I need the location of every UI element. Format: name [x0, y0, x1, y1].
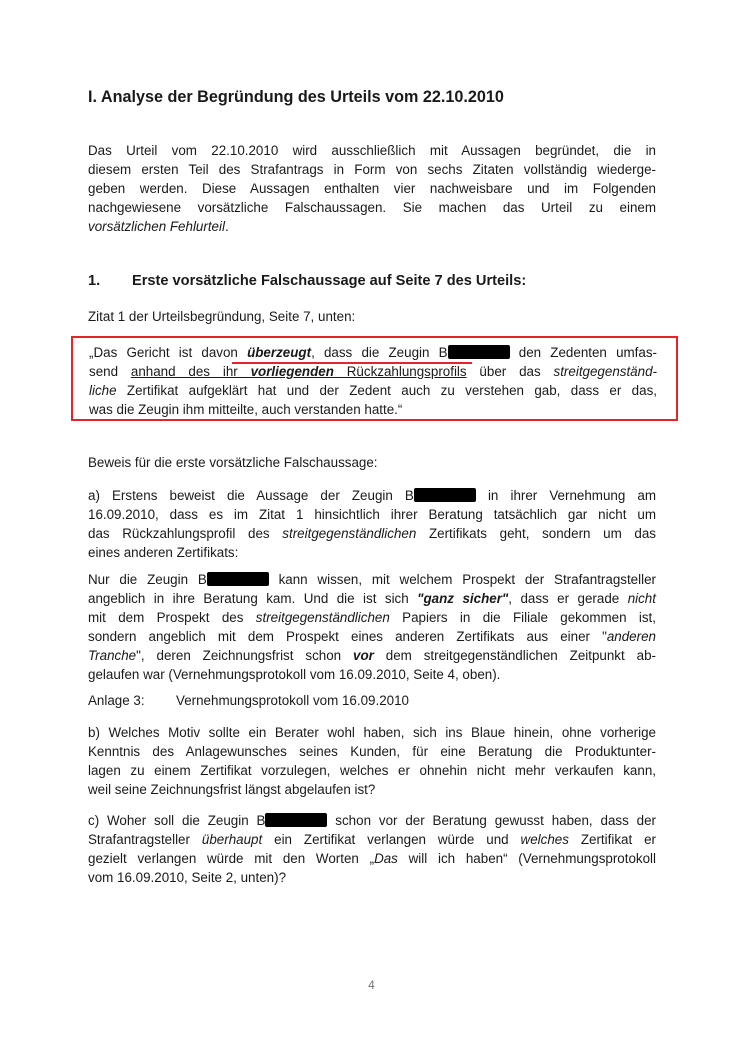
- intro-paragraph: Das Urteil vom 22.10.2010 wird ausschließlich mit Aussagen begründet, die in diesem ersten Teil des Strafantrags in Form von sechs Zitaten vollständig wiederge- geben werden. Diese Aussagen enthalten vier nachweisbare und im Folgenden nachgewiesene vorsätzliche Falschaussagen. Sie machen das Urteil zu einem vorsätzlichen Fehlurteil.: [88, 143, 656, 234]
- redaction-bar: [414, 488, 476, 502]
- redaction-bar: [448, 345, 510, 359]
- page-number: 4: [368, 978, 375, 992]
- beweis-label: Beweis für die erste vorsätzliche Falschaussage:: [88, 455, 378, 470]
- paragraph-b: b) Welches Motiv sollte ein Berater wohl haben, sich ins Blaue hinein, ohne vorherige Kenntnis des Anlagewunsches seines Kunden, für eine Beratung die Produktunter- lagen zu einem Zertifikat vorzulegen, welches er ohnehin nicht mehr verkaufen kann, weil seine Zeichnungsfrist längst abgelaufen ist?: [88, 725, 656, 797]
- page-heading: I. Analyse der Begründung des Urteils vom 22.10.2010: [88, 88, 504, 106]
- quote-text: „Das Gericht ist davon überzeugt, dass die Zeugin B den Zedenten umfas- send anhand des ihr vorliegenden Rückzahlungsprofils über das streitgegenständ- liche Zertifikat aufgeklärt hat und der Zedent auch zu verstehen gab, dass er das, was die Zeugin ihm mitteilte, auch verstanden hatte.“: [89, 345, 657, 417]
- section-heading: 1. Erste vorsätzliche Falschaussage auf Seite 7 des Urteils:: [88, 273, 527, 289]
- paragraph-c: c) Woher soll die Zeugin B schon vor der Beratung gewusst haben, dass der Strafantragsteller überhaupt ein Zertifikat verlangen würde und welches Zertifikat er gezielt verlangen würde mit den Worten „Das will ich haben“ (Vernehmungsprotokoll vom 16.09.2010, Seite 2, unten)?: [88, 813, 656, 885]
- zitat-label: Zitat 1 der Urteilsbegründung, Seite 7, unten:: [88, 309, 356, 324]
- paragraph-nur: Nur die Zeugin B kann wissen, mit welchem Prospekt der Strafantragsteller angeblich in ihre Beratung kam. Und die ist sich "ganz sicher", dass er gerade nicht mit dem Prospekt des streitgegenständlichen Papiers in die Filiale gekommen ist, sondern angeblich mit dem Prospekt eines anderen Zertifikats aus einer "anderen Tranche", deren Zeichnungsfrist schon vor dem streitgegenständlichen Zeitpunkt ab- gelaufen war (Vernehmungsprotokoll vom 16.09.2010, Seite 4, oben).: [88, 572, 657, 682]
- redaction-bar: [265, 813, 327, 827]
- anlage-line: Anlage 3: Vernehmungsprotokoll vom 16.09.2010: [88, 693, 410, 708]
- red-underline: [232, 362, 472, 364]
- redaction-bar: [207, 572, 269, 586]
- paragraph-a: a) Erstens beweist die Aussage der Zeugin B in ihrer Vernehmung am 16.09.2010, dass es im Zitat 1 hinsichtlich ihrer Beratung tatsächlich gar nicht um das Rückzahlungsprofil des streitgegenständlichen Zertifikats geht, sondern um das eines anderen Zertifikats:: [88, 488, 656, 560]
